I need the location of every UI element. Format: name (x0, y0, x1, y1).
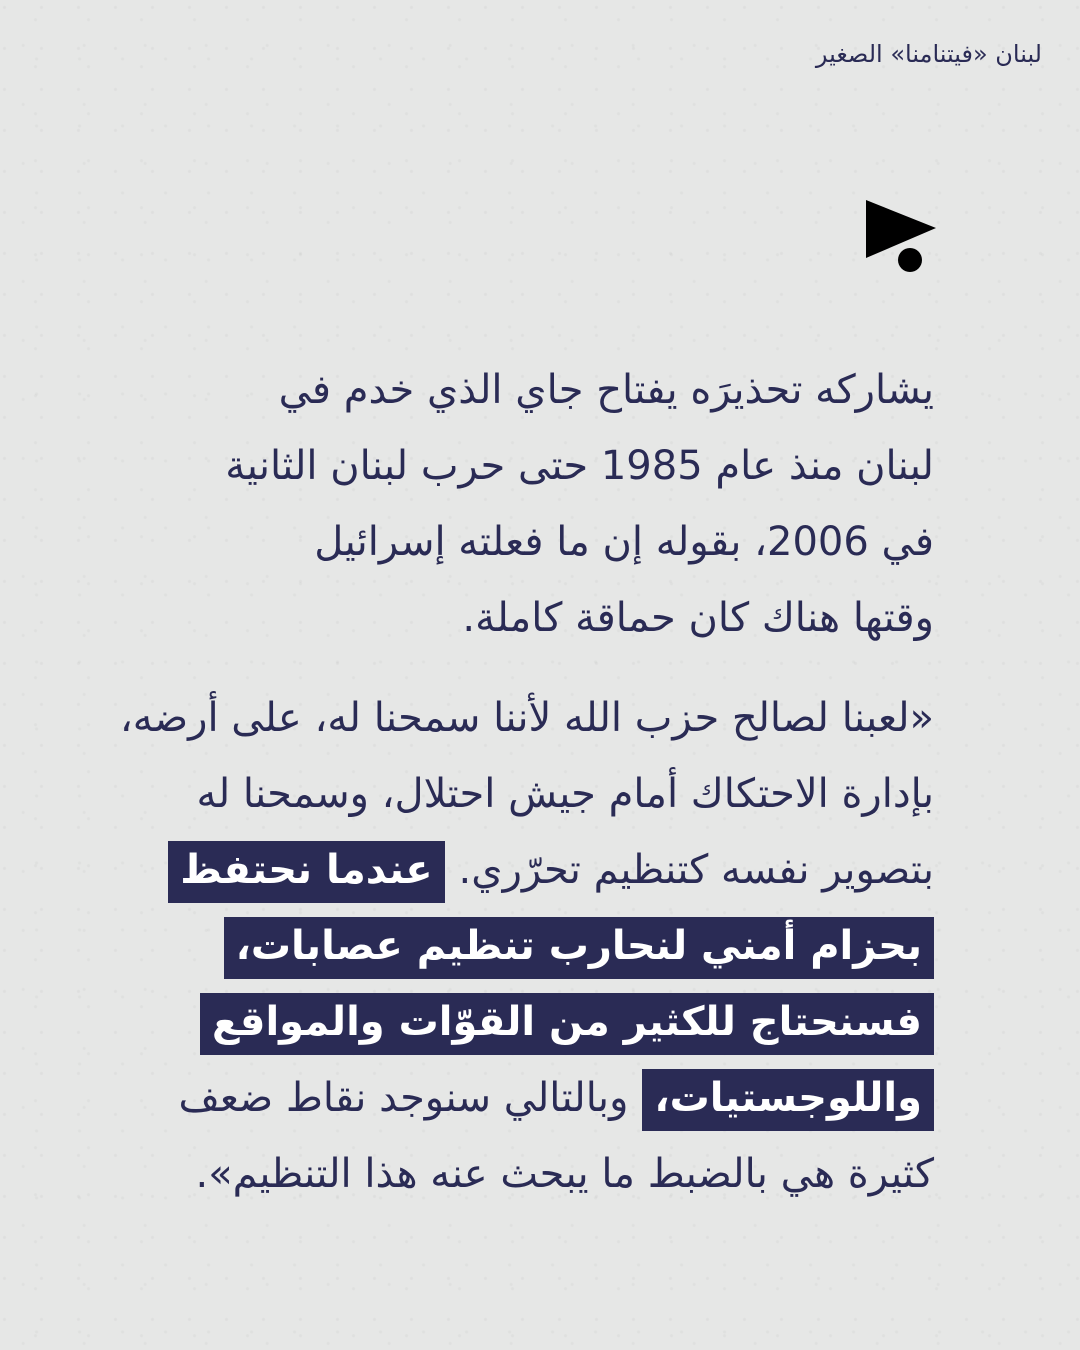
paragraph-line: وقتها هناك كان حماقة كاملة. (462, 595, 934, 641)
quote-line: بإدارة الاحتكاك أمام جيش احتلال، وسمحنا له (196, 771, 934, 817)
highlighted-quote: عندما نحتفظ (168, 841, 444, 903)
quote-line: كثيرة هي بالضبط ما يبحث عنه هذا التنظيم». (195, 1151, 934, 1197)
quote-line-highlighted (140, 908, 934, 984)
quote-line: «لعبنا لصالح حزب الله لأننا سمحنا له، على أرضه، (119, 695, 934, 741)
highlighted-quote: بحزام أمني لنحارب تنظيم عصابات، (224, 917, 934, 979)
paragraph-intro (140, 352, 934, 656)
quote-text: وبالتالي سنوجد نقاط ضعف (178, 1075, 629, 1121)
paragraph-line: يشاركه تحذيرَه يفتاح جاي الذي خدم في (278, 367, 934, 413)
paragraph-line: لبنان منذ عام 1985 حتى حرب لبنان الثانية (225, 443, 934, 489)
quote-line-highlighted (140, 984, 934, 1060)
paragraph-line: في 2006، بقوله إن ما فعلته إسرائيل (314, 519, 934, 565)
quote-text: بتصوير نفسه كتنظيم تحرّري. (458, 847, 934, 893)
quote-line-mixed (140, 832, 934, 908)
quote-paragraph (119, 680, 934, 1212)
publisher-logo-icon (862, 198, 942, 278)
quote-line-mixed (140, 1060, 934, 1136)
series-label: لبنان «فيتنامنا» الصغير (815, 40, 1042, 68)
highlighted-quote: واللوجستيات، (642, 1069, 934, 1131)
highlighted-quote: فسنحتاج للكثير من القوّات والمواقع (200, 993, 934, 1055)
